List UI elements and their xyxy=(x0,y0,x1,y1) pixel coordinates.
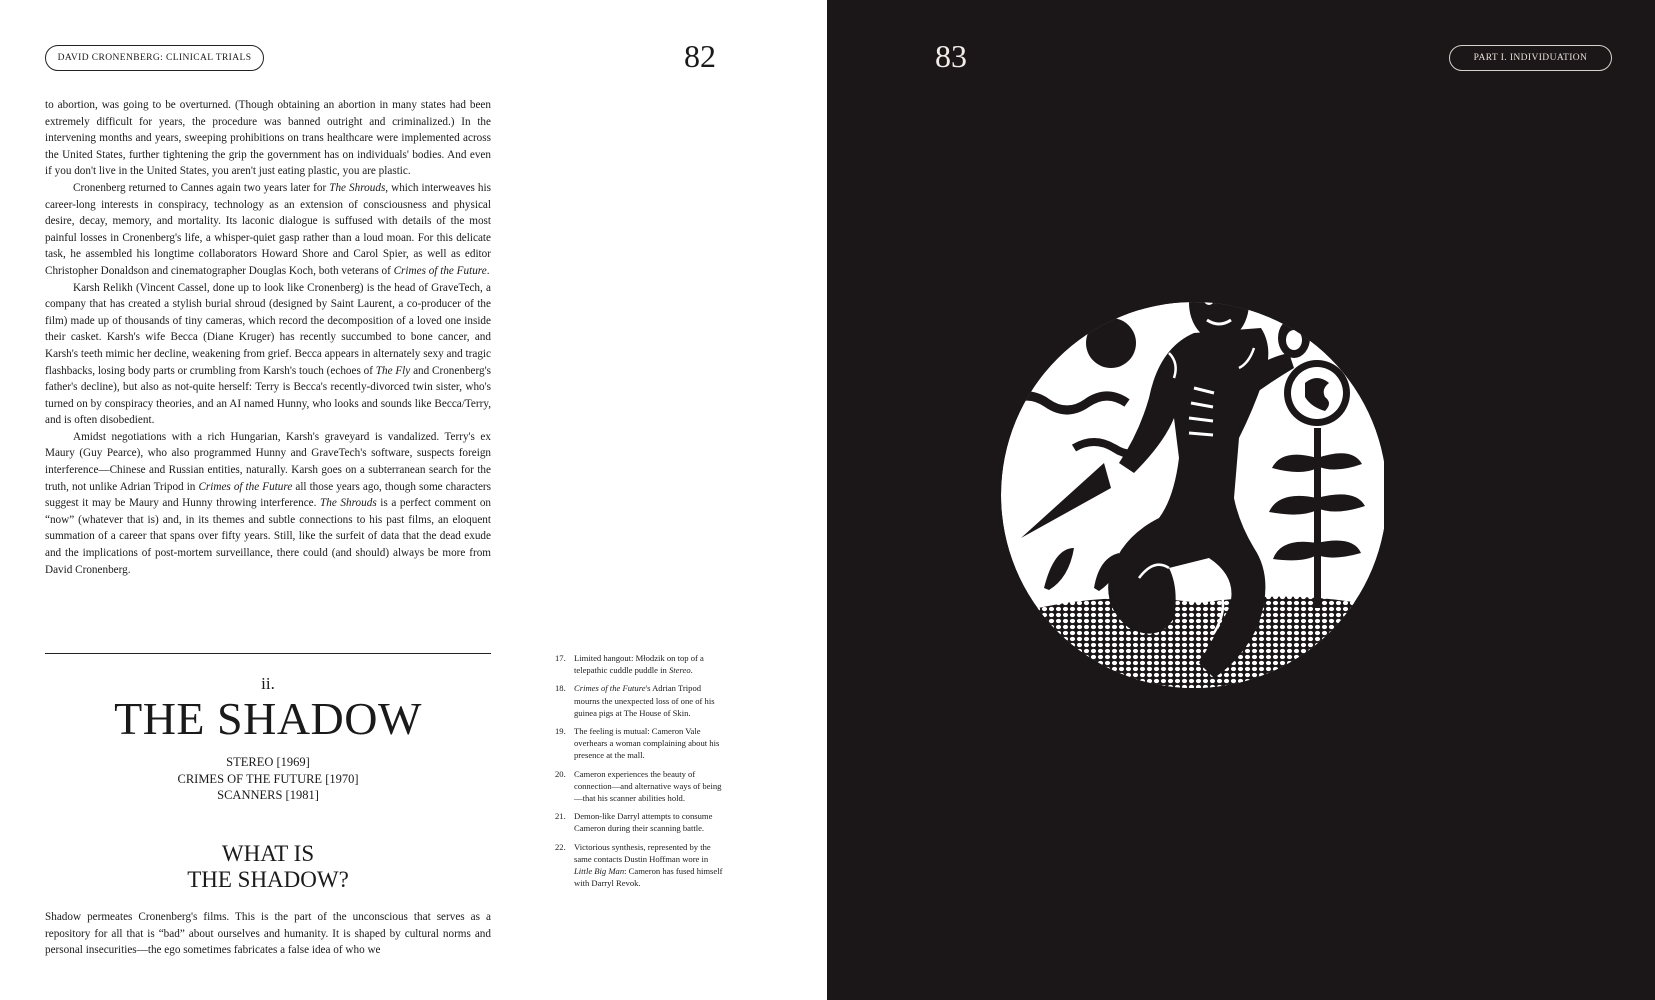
footnote: 20. Cameron experiences the beauty of connection—and alternative ways of being—that his scanner abilities hold. xyxy=(555,768,722,804)
woodcut-illustration xyxy=(999,258,1384,732)
footnote: 21. Demon-like Darryl attempts to consume Cameron during their scanning battle. xyxy=(555,811,713,834)
section-number: ii. xyxy=(261,674,275,693)
left-page xyxy=(0,0,827,1000)
section-title: THE SHADOW xyxy=(114,693,422,744)
paragraph-1: to abortion, was going to be overturned. (Though obtaining an abortion in many states had been extremely difficult for years, the procedure was banned outright and criminalized.) In the intervening months and years, sweeping prohibitions on trans healthcare were implemented across the United States, further tightening the grip the government has on individuals' bodies. And even if you don't live in the United States, you aren't just eating plastic, you are plastic. xyxy=(45,99,491,178)
page-number-right: 83 xyxy=(935,38,967,74)
page-number-left: 82 xyxy=(684,38,716,74)
footnote: 18. Crimes of the Future's Adrian Tripod mourns the unexpected loss of one of his guinea pigs at The House of Skin. xyxy=(555,683,715,718)
section-divider xyxy=(45,653,491,654)
right-page xyxy=(827,0,1655,1000)
film-item: SCANNERS [1981] xyxy=(217,788,319,802)
film-item: STEREO [1969] xyxy=(226,755,310,769)
paragraph-4: Amidst negotiations with a rich Hungarian, Karsh's graveyard is vandalized. Terry's ex Maury (Guy Pearce), who also programmed Hunny and GraveTech's software, suspects foreign interference—Chinese and Russian entities, naturally. Karsh goes on a subterranean search for the truth, not unlike Adrian Tripod in Crimes of the Future all those years ago, though some characters suggest it may be Maury and Hunny throwing interference. The Shrouds is a perfect comment on “now” (whatever that is) and, in its themes and subtle connections to his past films, an eloquent summation of a career that spans over fifty years. Still, like the surfeit of data that the dead exude and the implications of post-mortem surveillance, there could (and should) always be more from David Cronenberg. xyxy=(45,430,492,576)
body-text xyxy=(45,97,491,578)
sun-icon xyxy=(1086,318,1136,368)
film-list xyxy=(45,754,491,804)
footnote: 19. The feeling is mutual: Cameron Vale overhears a woman complaining about his presence at the mall. xyxy=(555,726,720,761)
section-intro: Shadow permeates Cronenberg's films. This is the part of the unconscious that serves as a repository for all that is “bad” about ourselves and humanity. It is shaped by cultural norms and personal insecurities—the ego sometimes fabricates a false idea of who we xyxy=(45,911,491,957)
running-head-left: DAVID CRONENBERG: CLINICAL TRIALS xyxy=(45,45,264,71)
running-head-right: PART I. INDIVIDUATION xyxy=(1449,45,1612,71)
footnote: 22. Victorious synthesis, represented by the same contacts Dustin Hoffman wore in Little Big Man: Cameron has fused himself with Darryl Revok. xyxy=(555,841,723,889)
film-item: CRIMES OF THE FUTURE [1970] xyxy=(177,771,359,786)
paragraph-2: Cronenberg returned to Cannes again two years later for The Shrouds, which interweaves his career-long interests in conspiracy, technology as an extension of consciousness and physical desire, decay, memory, and mortality. Its laconic dialogue is suffused with details of the most painful losses in Cronenberg's life, a whisper-quiet gasp rather than a loud moan. For this delicate task, he assembled his longtime collaborators Howard Shore and Carol Spier, as well as editor Christopher Donaldson and cinematographer Douglas Koch, both veterans of Crimes of the Future. xyxy=(45,181,491,277)
section-subtitle: WHAT IS THE SHADOW? xyxy=(187,841,349,892)
dotted-ground xyxy=(999,597,1384,732)
footnote: 17. Limited hangout: Młodzik on top of a telepathic cuddle puddle in Stereo. xyxy=(555,653,704,676)
paragraph-3: Karsh Relikh (Vincent Cassel, done up to look like Cronenberg) is the head of GraveTech, a company that has created a stylish burial shroud (designed by Saint Laurent, a co-producer of the film) made up of thousands of tiny cameras, which record the decomposition of a loved one inside their casket. Karsh's wife Becca (Diane Kruger) has recently succumbed to bone cancer, and Karsh's teeth mimic her decline, weakening from grief. Becca appears in alternately sexy and tragic flashbacks, losing body parts or crumbling from Karsh's touch (echoes of The Fly and Cronenberg's father's decline), but also as not-quite herself: Terry is Becca's recently-divorced twin sister, who's turned on by conspiracy theories, and an AI named Hunny, who looks and sounds like Becca/Terry, and is often disobedient. xyxy=(45,281,491,427)
footnotes xyxy=(555,652,727,895)
